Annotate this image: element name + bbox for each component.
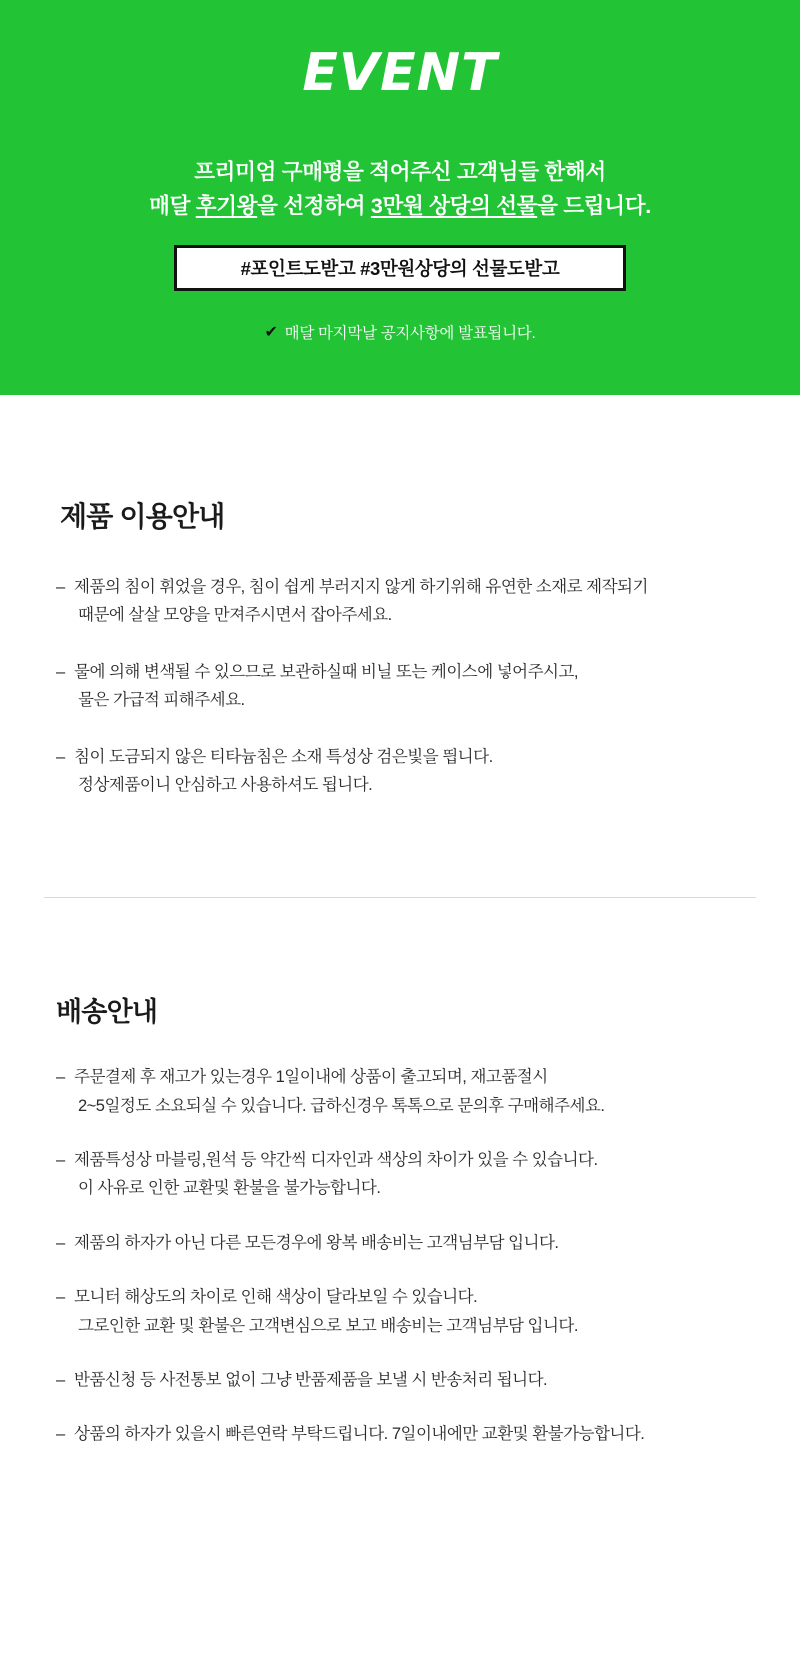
list-item <box>56 658 744 715</box>
list-item <box>56 1229 800 1257</box>
dash-marker: – <box>56 578 65 596</box>
list-item <box>56 1283 800 1340</box>
event-subtitle-line-2 <box>0 190 800 223</box>
event-note-text: 매달 마지막날 공지사항에 발표됩니다. <box>284 325 536 343</box>
list-item-line: 상품의 하자가 있을시 빠른연락 부탁드립니다. 7일이내에만 교환및 환불가능합니다. <box>74 1425 645 1444</box>
list-item-line: 침이 도금되지 않은 티타늄침은 소재 특성상 검은빛을 띕니다. <box>74 747 493 766</box>
dash-marker: – <box>56 1288 65 1307</box>
list-item-line: 제품의 하자가 아닌 다른 모든경우에 왕복 배송비는 고객님부담 입니다. <box>74 1233 559 1252</box>
list-item-line: 때문에 살살 모양을 만져주시면서 잡아주세요. <box>78 606 392 625</box>
list-item <box>56 1146 800 1203</box>
event-subtitle <box>0 156 800 223</box>
event-note <box>0 321 800 343</box>
event-subtitle-line-1: 프리미엄 구매평을 적어주신 고객님들 한해서 <box>194 160 606 185</box>
event-hashtag-box <box>174 245 626 291</box>
list-item-line: 모니터 해상도의 차이로 인해 색상이 달라보일 수 있습니다. <box>74 1288 478 1307</box>
list-item-line: 2~5일정도 소요되실 수 있습니다. 급하신경우 톡톡으로 문의후 구매해주세요. <box>78 1096 605 1115</box>
event-subtitle-part-c: 을 선정하여 <box>257 193 371 218</box>
list-item <box>56 1420 800 1448</box>
list-item-line: 물은 가급적 피해주세요. <box>78 691 245 710</box>
list-item-line: 그로인한 교환 및 환불은 고객변심으로 보고 배송비는 고객님부담 입니다. <box>78 1316 578 1335</box>
usage-guide-section <box>0 395 800 799</box>
list-item-line: 이 사유로 인한 교환및 환불을 불가능합니다. <box>78 1179 381 1198</box>
list-item-line: 정상제품이니 안심하고 사용하셔도 됩니다. <box>78 775 373 794</box>
event-hashtag-text: #포인트도받고 #3만원상당의 선물도받고 <box>240 258 560 280</box>
list-item-line: 반품신청 등 사전통보 없이 그냥 반품제품을 보낼 시 반송처리 됩니다. <box>74 1370 548 1389</box>
shipping-guide-list <box>56 1063 800 1448</box>
list-item-line: 주문결제 후 재고가 있는경우 1일이내에 상품이 출고되며, 재고품절시 <box>74 1068 548 1087</box>
list-item-line: 제품의 침이 휘었을 경우, 침이 쉽게 부러지지 않게 하기위해 유연한 소재로 제작되기 <box>74 578 648 596</box>
event-subtitle-part-a: 매달 <box>149 193 196 218</box>
dash-marker: – <box>56 1233 65 1252</box>
list-item <box>56 743 744 800</box>
event-banner <box>0 0 800 395</box>
list-item <box>56 1063 800 1120</box>
shipping-guide-section <box>0 898 800 1594</box>
dash-marker: – <box>56 1370 65 1389</box>
event-subtitle-highlight-winner: 후기왕 <box>195 193 258 218</box>
event-subtitle-highlight-gift: 3만원 상당의 선물 <box>370 193 538 218</box>
list-item <box>56 1366 800 1394</box>
list-item-line: 물에 의해 변색될 수 있으므로 보관하실때 비닐 또는 케이스에 넣어주시고, <box>74 662 579 681</box>
shipping-guide-title: 배송안내 <box>56 997 158 1028</box>
dash-marker: – <box>56 1425 65 1444</box>
event-subtitle-part-e: 을 드립니다. <box>537 193 651 218</box>
dash-marker: – <box>56 1151 65 1169</box>
dash-marker: – <box>56 747 65 766</box>
list-item <box>56 573 744 630</box>
dash-marker: – <box>56 662 65 681</box>
check-icon: ✔ <box>264 324 278 342</box>
event-title: EVENT <box>302 43 498 103</box>
usage-guide-title: 제품 이용안내 <box>60 501 225 532</box>
dash-marker: – <box>56 1068 65 1087</box>
list-item-line: 제품특성상 마블링,원석 등 약간씩 디자인과 색상의 차이가 있을 수 있습니다. <box>74 1151 598 1169</box>
usage-guide-list <box>56 573 744 799</box>
